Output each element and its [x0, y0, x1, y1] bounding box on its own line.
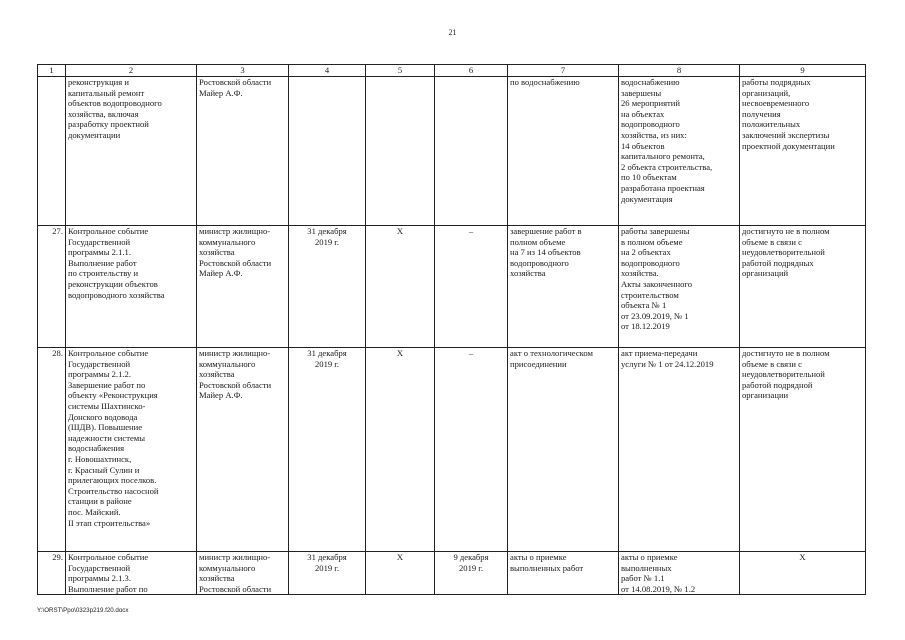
row-number: 28. [38, 348, 66, 552]
page-number: 21 [448, 28, 457, 37]
event-cell: Контрольное событие Государственной программы 2.1.3. Выполнение работ по [66, 552, 197, 595]
actual-result-cell: акты о приемке выполненных работ № 1.1 от 14.08.2019, № 1.2 [619, 552, 740, 595]
row-number: 29. [38, 552, 66, 595]
responsible-cell: Ростовской области Майер А.Ф. [197, 77, 289, 226]
reason-cell: работы подрядных организаций, несвоевременного получения положительных заключений экспертизы проектной документации [740, 77, 866, 226]
planned-date-cell: 31 декабря 2019 г. [289, 348, 366, 552]
responsible-cell: министр жилищно- коммунального хозяйства Ростовской области Майер А.Ф. [197, 348, 289, 552]
planned-result-cell: завершение работ в полном объеме на 7 из 14 объектов водопроводного хозяйства [508, 226, 619, 348]
header-cell: 5 [366, 65, 435, 77]
event-cell: реконструкция и капитальный ремонт объектов водопроводного хозяйства, включая разработку проектной документации [66, 77, 197, 226]
planned-date-cell: 31 декабря 2019 г. [289, 552, 366, 595]
table-row [38, 552, 866, 595]
column-6-cell: – [435, 226, 508, 348]
planned-result-cell: акты о приемке выполненных работ [508, 552, 619, 595]
header-cell: 3 [197, 65, 289, 77]
header-cell: 8 [619, 65, 740, 77]
report-table [37, 64, 866, 595]
column-5-cell: X [366, 348, 435, 552]
header-cell: 6 [435, 65, 508, 77]
column-5-cell [366, 77, 435, 226]
header-cell: 9 [740, 65, 866, 77]
table-row [38, 348, 866, 552]
responsible-cell: министр жилищно- коммунального хозяйства Ростовской области [197, 552, 289, 595]
table-row [38, 77, 866, 226]
table-header-row [38, 65, 866, 77]
column-6-cell: – [435, 348, 508, 552]
event-cell: Контрольное событие Государственной программы 2.1.2. Завершение работ по объекту «Реконструкция системы Шахтинско- Донского водовода (ШДВ). Повышение надежности системы водоснабжения г. Новошахтинск, г. Красный Сулин и прилегающих поселков. Строительство насосной станции в районе пос. Майский. II этап строительства» [66, 348, 197, 552]
planned-date-cell [289, 77, 366, 226]
event-cell: Контрольное событие Государственной программы 2.1.1. Выполнение работ по строительству и реконструкции объектов водопроводного хозяйства [66, 226, 197, 348]
actual-result-cell: работы завершены в полном объеме на 2 объектах водопроводного хозяйства. Акты законченного строительством объекта № 1 от 23.09.2019, № 1 от 18.12.2019 [619, 226, 740, 348]
header-cell: 7 [508, 65, 619, 77]
actual-result-cell: водоснабжению завершены 26 мероприятий на объектах водопроводного хозяйства, из них: 14 объектов капитального ремонта, 2 объекта строительства, по 10 объектам разработана проектная документация [619, 77, 740, 226]
responsible-cell: министр жилищно- коммунального хозяйства Ростовской области Майер А.Ф. [197, 226, 289, 348]
actual-result-cell: акт приема-передачи услуги № 1 от 24.12.2019 [619, 348, 740, 552]
row-number [38, 77, 66, 226]
header-cell: 2 [66, 65, 197, 77]
column-5-cell: X [366, 226, 435, 348]
column-6-cell [435, 77, 508, 226]
header-cell: 1 [38, 65, 66, 77]
file-path-footer: Y:\ORST\Ppo\0323p219.f20.docx [37, 607, 129, 614]
reason-cell: X [740, 552, 866, 595]
column-6-cell: 9 декабря 2019 г. [435, 552, 508, 595]
column-5-cell: X [366, 552, 435, 595]
reason-cell: достигнуто не в полном объеме в связи с неудовлетворительной работой подрядных организаций [740, 226, 866, 348]
row-number: 27. [38, 226, 66, 348]
planned-result-cell: по водоснабжению [508, 77, 619, 226]
reason-cell: достигнуто не в полном объеме в связи с неудовлетворительной работой подрядной организации [740, 348, 866, 552]
header-cell: 4 [289, 65, 366, 77]
planned-result-cell: акт о технологическом присоединении [508, 348, 619, 552]
table-row [38, 226, 866, 348]
planned-date-cell: 31 декабря 2019 г. [289, 226, 366, 348]
